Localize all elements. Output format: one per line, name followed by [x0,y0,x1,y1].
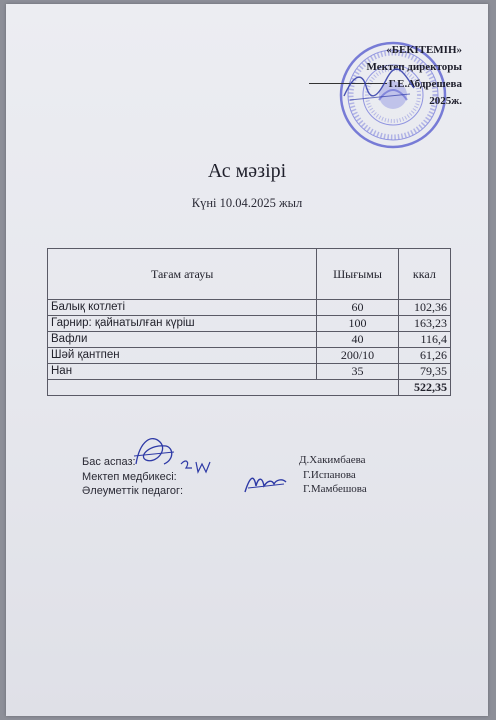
director-signature [340,66,420,106]
header-dish-name: Тағам атауы [48,249,317,300]
dish-kcal: 79,35 [398,364,450,380]
name-chef: Д.Хакимбаева [299,454,366,466]
pedagogue-signature [242,470,290,496]
dish-name: Гарнир: қайнатылған күріш [48,316,317,332]
dish-name: Вафли [48,332,317,348]
approval-heading: «БЕКІТЕМІН» [386,44,462,56]
table-header-row [48,249,451,300]
approval-position: Мектеп директоры [366,61,462,73]
dish-name: Шәй қантпен [48,348,317,364]
document-date: Күні 10.04.2025 жыл [191,196,303,210]
chef-signature [130,430,180,472]
signature-names [299,453,367,497]
dish-portion: 35 [317,364,398,380]
menu-table [47,248,451,396]
dish-kcal: 102,36 [398,300,450,316]
total-label-cell [48,380,399,396]
dish-kcal: 116,4 [398,332,450,348]
dish-name: Нан [48,364,317,380]
dish-name: Балық котлеті [48,300,317,316]
header-kcal: ккал [398,249,450,300]
approval-year: 2025ж. [429,95,462,107]
table-row [48,348,451,364]
total-row [48,380,451,396]
dish-portion: 100 [317,316,398,332]
table-row [48,332,451,348]
dish-portion: 200/10 [317,348,398,364]
document-sheet [6,4,488,716]
role-social-pedagogue: Әлеуметтік педагог: [82,485,184,497]
document-title: Ас мәзірі [207,160,287,182]
table-row [48,316,451,332]
dish-kcal: 61,26 [398,348,450,364]
dish-kcal: 163,23 [398,316,450,332]
approval-name: Г.Е.Абдрешева [388,78,462,90]
dish-portion: 40 [317,332,398,348]
header-portion: Шығымы [317,249,398,300]
name-nurse: Г.Испанова [303,468,356,481]
dish-portion: 60 [317,300,398,316]
table-row [48,364,451,380]
table-row [48,300,451,316]
name-social-pedagogue: Г.Мамбешова [303,483,367,495]
role-nurse: Мектеп медбикесі: [82,470,177,483]
nurse-signature [178,456,218,478]
total-kcal: 522,35 [398,380,450,396]
role-chef: Бас аспаз: [82,456,136,468]
